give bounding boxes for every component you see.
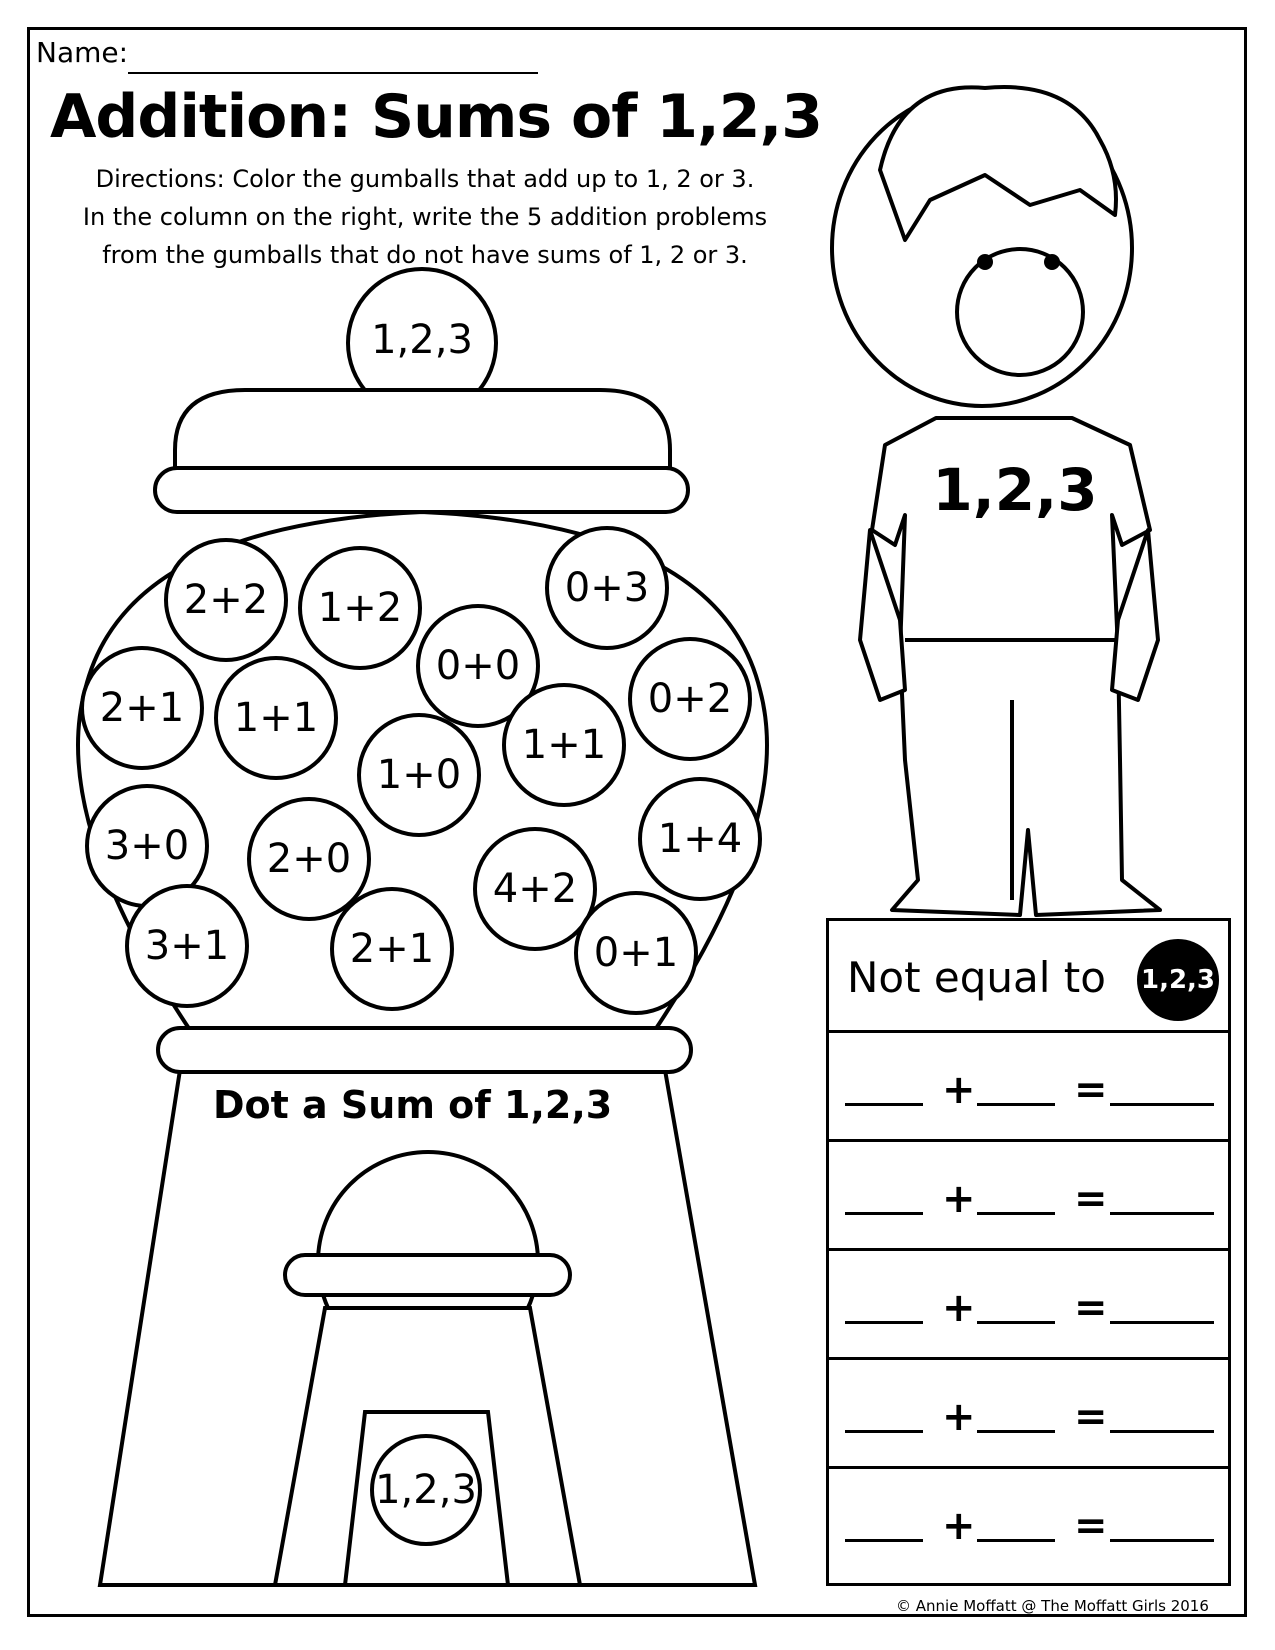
plus-sign: +	[942, 1176, 976, 1222]
answer-table-header	[829, 921, 1228, 1033]
gumball-label: 1+0	[376, 752, 462, 798]
plus-sign: +	[942, 1503, 976, 1549]
name-label: Name:	[36, 36, 129, 69]
boy-left-eye	[977, 254, 993, 270]
gumball-label: 0+3	[564, 565, 650, 611]
directions-line-1: Directions: Color the gumballs that add up to 1, 2 or 3.	[95, 165, 755, 193]
bubble-gum	[957, 249, 1083, 375]
sum-blank[interactable]	[1110, 1212, 1214, 1215]
equals-sign: =	[1074, 1394, 1108, 1440]
first-addend-blank[interactable]	[845, 1212, 923, 1215]
answer-row[interactable]	[829, 1251, 1228, 1360]
sum-blank[interactable]	[1110, 1539, 1214, 1542]
gumball-label: 0+0	[435, 643, 521, 689]
second-addend-blank[interactable]	[977, 1321, 1055, 1324]
equals-sign: =	[1074, 1176, 1108, 1222]
gumball-label: 2+2	[183, 577, 269, 623]
second-addend-blank[interactable]	[977, 1212, 1055, 1215]
machine-body-label: Dot a Sum of 1,2,3	[213, 1083, 613, 1127]
answer-row[interactable]	[829, 1469, 1228, 1578]
equals-sign: =	[1074, 1503, 1108, 1549]
gumball-label: 1+1	[521, 722, 607, 768]
first-addend-blank[interactable]	[845, 1321, 923, 1324]
plus-sign: +	[942, 1394, 976, 1440]
answer-table	[826, 918, 1231, 1586]
plus-sign: +	[942, 1285, 976, 1331]
top-ball-label: 1,2,3	[371, 317, 473, 363]
answer-row[interactable]	[829, 1033, 1228, 1142]
gumball-label: 1+2	[317, 585, 403, 631]
gumball-label: 1+1	[233, 695, 319, 741]
gumball-label: 1+4	[657, 816, 743, 862]
gumball-label: 2+1	[349, 926, 435, 972]
first-addend-blank[interactable]	[845, 1539, 923, 1542]
plus-sign: +	[942, 1067, 976, 1113]
answer-row[interactable]	[829, 1360, 1228, 1469]
gumball-label: 2+1	[99, 685, 185, 731]
first-addend-blank[interactable]	[845, 1103, 923, 1106]
equals-sign: =	[1074, 1067, 1108, 1113]
header-badge: 1,2,3	[1137, 939, 1219, 1021]
directions-line-3: from the gumballs that do not have sums of 1, 2 or 3.	[102, 241, 748, 269]
boy-right-eye	[1044, 254, 1060, 270]
gumball-label: 3+1	[144, 923, 230, 969]
equals-sign: =	[1074, 1285, 1108, 1331]
gumball-label: 0+2	[647, 676, 733, 722]
sum-blank[interactable]	[1110, 1321, 1214, 1324]
machine-handle-bar	[285, 1255, 570, 1295]
gumball-label: 0+1	[593, 930, 679, 976]
gumball-label: 4+2	[492, 866, 578, 912]
machine-base-rim	[158, 1028, 691, 1072]
second-addend-blank[interactable]	[977, 1430, 1055, 1433]
boy-right-arm	[1112, 530, 1158, 700]
copyright: © Annie Moffatt @ The Moffatt Girls 2016	[896, 1597, 1209, 1615]
answer-row[interactable]	[829, 1142, 1228, 1251]
first-addend-blank[interactable]	[845, 1430, 923, 1433]
machine-lid-rim	[155, 468, 688, 512]
directions-line-2: In the column on the right, write the 5 addition problems	[82, 203, 768, 231]
second-addend-blank[interactable]	[977, 1103, 1055, 1106]
answer-table-heading: Not equal to	[847, 953, 1106, 1002]
gumball-label: 2+0	[266, 836, 352, 882]
boy-shirt-label: 1,2,3	[932, 456, 1098, 524]
second-addend-blank[interactable]	[977, 1539, 1055, 1542]
sum-blank[interactable]	[1110, 1103, 1214, 1106]
page-title: Addition: Sums of 1,2,3	[50, 82, 823, 152]
chute-ball-label: 1,2,3	[375, 1467, 477, 1513]
sum-blank[interactable]	[1110, 1430, 1214, 1433]
gumball-label: 3+0	[104, 823, 190, 869]
machine-lid	[175, 390, 670, 468]
boy-left-arm	[860, 530, 905, 700]
